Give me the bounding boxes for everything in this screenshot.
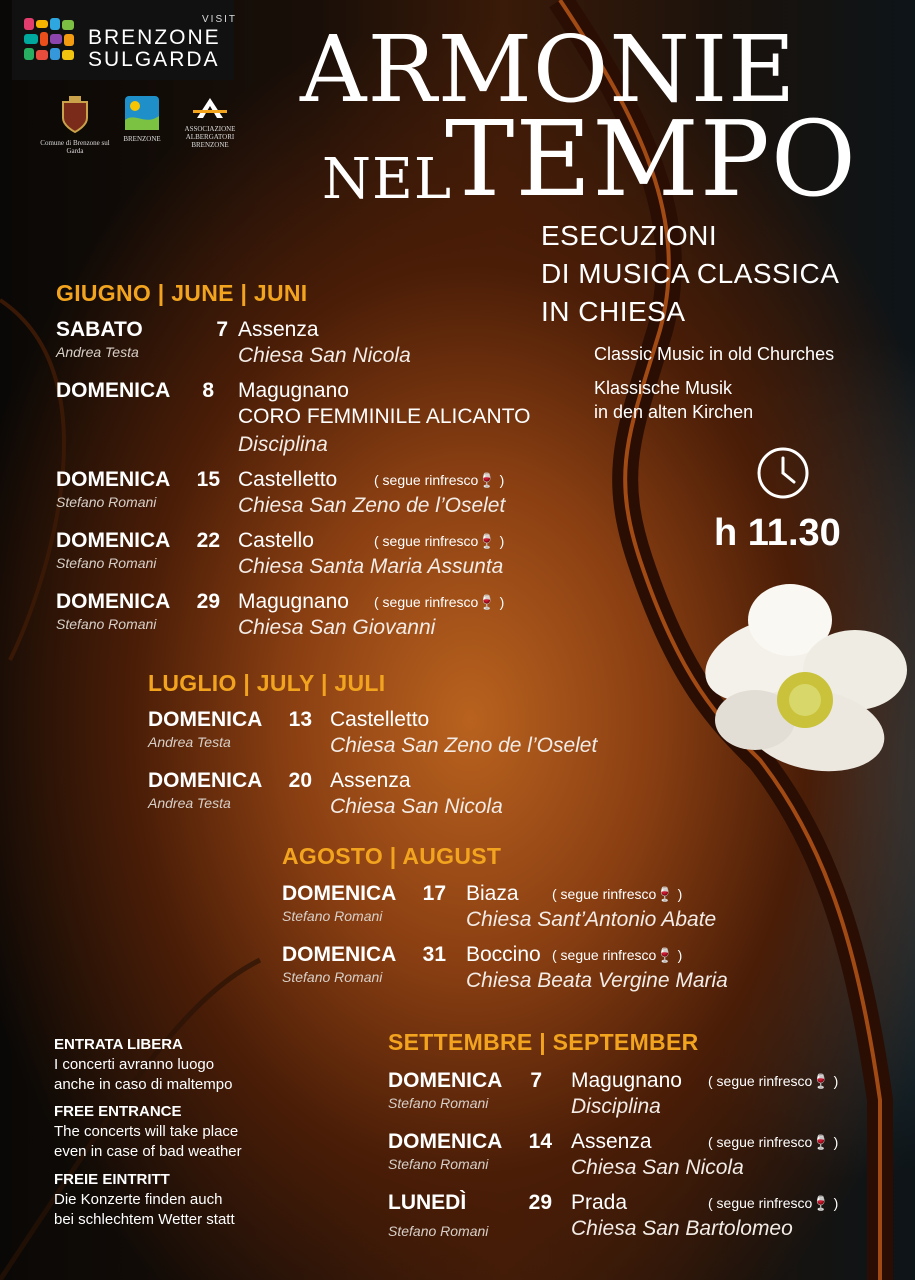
event-row bbox=[56, 468, 616, 524]
event-row bbox=[388, 1191, 868, 1251]
month-july: LUGLIO | JULY | JULI bbox=[148, 670, 386, 696]
event-row bbox=[148, 769, 668, 825]
note-en-line-2: even in case of bad weather bbox=[54, 1143, 242, 1160]
event-location: Assenza bbox=[330, 769, 411, 792]
event-row bbox=[56, 379, 616, 463]
event-row bbox=[388, 1130, 868, 1186]
event-date: 15 bbox=[196, 468, 220, 491]
wine-glass-icon: 🍷 bbox=[478, 533, 496, 549]
partner-albergatori bbox=[180, 96, 240, 149]
subtitle-it-3: IN CHIESA bbox=[541, 296, 686, 327]
partner-comune bbox=[40, 96, 110, 155]
flower-illustration bbox=[695, 580, 910, 780]
event-date: 13 bbox=[288, 708, 312, 731]
note-italian bbox=[54, 1035, 232, 1095]
event-day: DOMENICA bbox=[56, 529, 171, 552]
event-performer: Stefano Romani bbox=[56, 616, 157, 632]
note-en-line-1: The concerts will take place bbox=[54, 1123, 239, 1140]
event-date: 22 bbox=[196, 529, 220, 552]
event-location: Assenza bbox=[571, 1130, 652, 1153]
event-performer: Andrea Testa bbox=[56, 344, 139, 360]
wine-glass-icon: 🍷 bbox=[812, 1134, 830, 1150]
event-date: 7 bbox=[530, 1069, 542, 1092]
subtitle-en: Classic Music in old Churches bbox=[594, 344, 835, 364]
wine-glass-icon: 🍷 bbox=[812, 1073, 830, 1089]
event-performer: Stefano Romani bbox=[388, 1156, 489, 1172]
refreshment-note: ( segue rinfresco🍷 ) bbox=[374, 472, 505, 488]
clock-icon bbox=[756, 446, 810, 500]
event-row bbox=[56, 529, 616, 585]
event-date: 20 bbox=[288, 769, 312, 792]
refreshment-note: ( segue rinfresco🍷 ) bbox=[374, 533, 505, 549]
event-day: DOMENICA bbox=[282, 882, 397, 905]
coat-of-arms-icon bbox=[60, 96, 90, 134]
note-de-line-1: Die Konzerte finden auch bbox=[54, 1191, 223, 1208]
event-date: 14 bbox=[528, 1130, 552, 1153]
event-performer: Stefano Romani bbox=[388, 1095, 489, 1111]
event-day: LUNEDÌ bbox=[388, 1191, 467, 1214]
note-de-title: FREIE EINTRITT bbox=[54, 1171, 170, 1188]
refreshment-note: ( segue rinfresco🍷 ) bbox=[374, 594, 505, 610]
event-church: Chiesa Sant’Antonio Abate bbox=[466, 908, 717, 931]
brenzone-logo[interactable] bbox=[12, 0, 238, 80]
event-performer: CORO FEMMINILE ALICANTO bbox=[238, 405, 531, 428]
event-date: 31 bbox=[422, 943, 446, 966]
event-date: 17 bbox=[422, 882, 446, 905]
event-performer: Stefano Romani bbox=[388, 1223, 489, 1239]
event-performer: Stefano Romani bbox=[56, 555, 157, 571]
event-day: SABATO bbox=[56, 318, 143, 341]
event-day: DOMENICA bbox=[148, 708, 263, 731]
event-day: DOMENICA bbox=[388, 1130, 503, 1153]
partner-albergatori-label: ASSOCIAZIONE ALBERGATORI BRENZONE bbox=[184, 125, 236, 149]
partner-brenzone bbox=[120, 96, 164, 143]
event-date: 29 bbox=[528, 1191, 552, 1214]
event-day: DOMENICA bbox=[148, 769, 263, 792]
event-row bbox=[148, 708, 668, 764]
event-church: Chiesa San Bartolomeo bbox=[571, 1217, 793, 1240]
event-day: DOMENICA bbox=[56, 379, 171, 402]
event-church: Chiesa San Zeno de l’Oselet bbox=[330, 734, 598, 757]
note-it-line-2: anche in caso di maltempo bbox=[54, 1076, 233, 1093]
event-location: Prada bbox=[571, 1191, 628, 1214]
event-performer: Andrea Testa bbox=[148, 734, 231, 750]
event-location: Assenza bbox=[238, 318, 319, 341]
event-church: Chiesa San Nicola bbox=[571, 1156, 744, 1179]
event-performer: Stefano Romani bbox=[282, 969, 383, 985]
event-location: Magugnano bbox=[238, 590, 349, 613]
event-church: Chiesa Beata Vergine Maria bbox=[466, 969, 728, 992]
event-date: 7 bbox=[216, 318, 228, 341]
wine-glass-icon: 🍷 bbox=[656, 947, 674, 963]
note-de-line-2: bei schlechtem Wetter statt bbox=[54, 1211, 235, 1228]
event-church: Chiesa San Nicola bbox=[238, 344, 411, 367]
event-location: Magugnano bbox=[571, 1069, 682, 1092]
albergatori-a-icon bbox=[193, 96, 227, 120]
month-june: GIUGNO | JUNE | JUNI bbox=[56, 280, 308, 306]
event-date: 29 bbox=[196, 590, 220, 613]
event-performer: Andrea Testa bbox=[148, 795, 231, 811]
refreshment-note: ( segue rinfresco🍷 ) bbox=[708, 1073, 839, 1089]
event-row bbox=[56, 590, 616, 646]
event-location: Boccino bbox=[466, 943, 541, 966]
event-performer: Stefano Romani bbox=[56, 494, 157, 510]
mosaic-logo-icon bbox=[22, 16, 78, 64]
event-church: Chiesa San Nicola bbox=[330, 795, 503, 818]
title-nel: NEL bbox=[322, 147, 453, 212]
note-it-line-1: I concerti avranno luogo bbox=[54, 1056, 215, 1073]
logo-brenzone-label: BRENZONE bbox=[88, 26, 221, 49]
partner-comune-label: Comune di Brenzone sul Garda bbox=[40, 139, 110, 155]
time-label: h 11.30 bbox=[714, 512, 841, 554]
event-performer: Stefano Romani bbox=[282, 908, 383, 924]
wine-glass-icon: 🍷 bbox=[812, 1195, 830, 1211]
refreshment-note: ( segue rinfresco🍷 ) bbox=[552, 886, 683, 902]
event-date: 8 bbox=[202, 379, 214, 402]
event-row bbox=[282, 882, 782, 938]
event-day: DOMENICA bbox=[282, 943, 397, 966]
refreshment-note: ( segue rinfresco🍷 ) bbox=[552, 947, 683, 963]
event-location: Castelletto bbox=[238, 468, 338, 491]
note-german bbox=[54, 1170, 235, 1230]
subtitle-de-1: Klassische Musik bbox=[594, 378, 733, 398]
subtitle-it-2: DI MUSICA CLASSICA bbox=[541, 258, 840, 289]
event-row bbox=[282, 943, 782, 999]
refreshment-note: ( segue rinfresco🍷 ) bbox=[708, 1134, 839, 1150]
subtitle-it-1: ESECUZIONI bbox=[541, 220, 718, 251]
event-location: Castelletto bbox=[330, 708, 430, 731]
event-church: Disciplina bbox=[571, 1095, 661, 1118]
event-church: Chiesa San Zeno de l’Oselet bbox=[238, 494, 506, 517]
month-august: AGOSTO | AUGUST bbox=[282, 843, 502, 869]
event-day: DOMENICA bbox=[388, 1069, 503, 1092]
wine-glass-icon: 🍷 bbox=[478, 594, 496, 610]
wine-glass-icon: 🍷 bbox=[656, 886, 674, 902]
event-location: Magugnano bbox=[238, 379, 349, 402]
event-church: Chiesa San Giovanni bbox=[238, 616, 436, 639]
brenzone-badge-icon bbox=[125, 96, 159, 130]
refreshment-note: ( segue rinfresco🍷 ) bbox=[708, 1195, 839, 1211]
title-armonie: ARMONIE bbox=[300, 16, 797, 123]
logo-sulgarda-label: SULGARDA bbox=[88, 48, 220, 71]
event-day: DOMENICA bbox=[56, 468, 171, 491]
event-day: DOMENICA bbox=[56, 590, 171, 613]
wine-glass-icon: 🍷 bbox=[478, 472, 496, 488]
note-it-title: ENTRATA LIBERA bbox=[54, 1036, 183, 1053]
event-church: Chiesa Santa Maria Assunta bbox=[238, 555, 504, 578]
event-row bbox=[56, 318, 616, 374]
note-english bbox=[54, 1102, 242, 1162]
month-september: SETTEMBRE | SEPTEMBER bbox=[388, 1029, 699, 1055]
event-location: Biaza bbox=[466, 882, 519, 905]
event-location: Castello bbox=[238, 529, 314, 552]
subtitle-de-2: in den alten Kirchen bbox=[594, 402, 754, 422]
logo-visit-label: VISIT bbox=[202, 14, 238, 25]
title-tempo: TEMPO bbox=[445, 98, 858, 220]
event-row bbox=[388, 1069, 868, 1125]
event-church: Disciplina bbox=[238, 433, 328, 456]
partner-brenzone-label: BRENZONE bbox=[123, 135, 161, 143]
note-en-title: FREE ENTRANCE bbox=[54, 1103, 182, 1120]
